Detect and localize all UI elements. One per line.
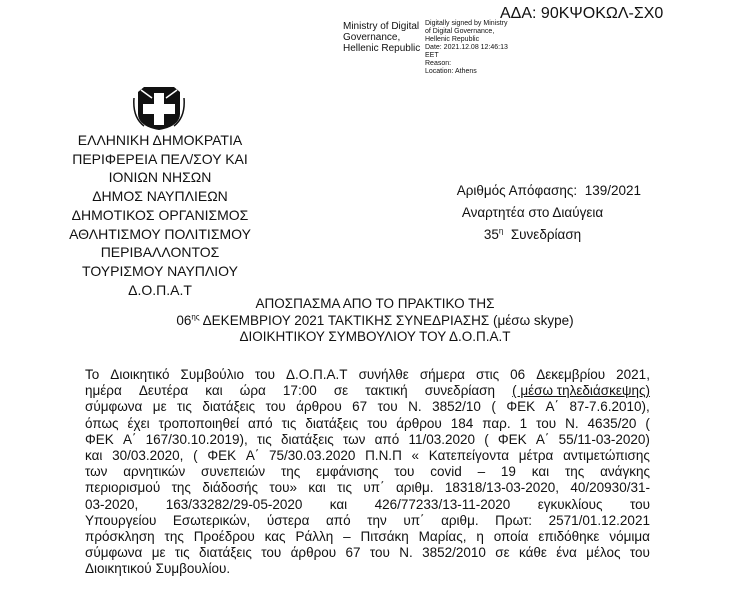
body-word: οποία [493,529,529,545]
signer-line: Ministry of Digital [343,21,420,32]
body-word: Πιτσάκη [360,529,409,545]
body-line [85,529,650,545]
body-word: του [261,545,282,561]
body-word: 167/30.10.2019), [145,431,248,447]
body-line [85,497,650,513]
body-word: 163/33282/29-05-2020 [165,496,303,512]
body-word: διάδοσής [202,480,259,496]
body-word: της [280,464,301,480]
ada-code: ΑΔΑ: 90ΚΨΟΚΩΛ-ΣΧ0 [500,5,664,22]
body-word: 18318/13-03-2020, [444,480,559,496]
body-word: τις [256,431,272,447]
issuer-line: ΕΛΛΗΝΙΚΗ ΔΗΜΟΚΡΑΤΙΑ [77,132,243,148]
body-word: άρθρου [296,399,342,415]
body-word: διατάξεις [305,415,359,431]
body-word: αριθμ. [395,480,434,496]
signature-details [425,20,515,76]
body-word: σε [495,545,510,561]
body-line [85,416,650,432]
body-word: ( μέσω τηλεδιάσκεψης) [512,383,650,399]
body-word: 55/11-03-2020) [558,431,650,447]
body-word: τις [281,415,297,431]
body-word: επιδόθηκε [538,529,600,545]
body-word: από [247,415,273,431]
body-word: του [265,399,286,415]
body-word: Ν. [565,415,579,431]
body-word: 06 [510,367,526,382]
body-word: Το [85,367,100,382]
body-word: συνήλθε [358,367,409,382]
session-number: 35 [483,227,499,242]
body-word: Π.Ν.Π [365,448,402,464]
heading-date-rest: ΔΕΚΕΜΒΡΙΟΥ 2021 ΤΑΚΤΙΚΗΣ ΣΥΝΕΔΡΙΑΣΗΣ (μέσω skype) [199,312,574,328]
body-word: σήμερα [419,367,465,382]
body-line [85,545,650,561]
body-word: 87-7.6.2010), [569,399,650,415]
body-word: μέλος [586,545,621,561]
heading-line: ΑΠΟΣΠΑΣΜΑ ΑΠΟ ΤΟ ΠΡΑΚΤΙΚΟ ΤΗΣ [255,296,495,311]
body-word: έχει [127,415,150,431]
body-word: ( [645,415,650,431]
body-word: Συμβούλιο [180,367,244,382]
body-word: του [629,545,650,561]
body-line [85,464,650,480]
body-line [85,399,650,415]
body-word: των [343,431,366,447]
body-word: Δεκεμβρίου [536,367,606,382]
body-word: του [394,464,415,480]
body-word: σύμφωνα [85,545,143,561]
issuer-line: ΠΕΡΙΦΕΡΕΙΑ ΠΕΛ/ΣΟΥ ΚΑΙ [72,150,248,167]
body-word: η [476,529,484,545]
body-word: τις [337,480,352,496]
body-word: Ν. [408,399,422,415]
body-line [85,448,650,464]
body-word: του [369,545,390,561]
body-word: ΦΕΚ [506,399,536,415]
body-word: της [171,480,191,496]
body-word: του [377,399,398,415]
session-line [420,224,645,246]
body-word: της [564,464,585,480]
decision-number-label: Αριθμός Απόφασης: [456,183,578,198]
body-word: νόμιμα [609,529,650,545]
body-word: 3852/10 [432,399,481,415]
heading-ordinal: ης [191,312,200,321]
body-word: Εσωτερικών, [172,512,251,528]
body-word: του [629,496,650,512]
body-word: 2021, [616,367,650,382]
body-word: Συμβουλίου. [155,561,231,577]
body-word: Διοικητικό [110,367,170,382]
minutes-body [85,367,650,578]
body-word: Δευτέρα [138,383,189,399]
body-word: πρόσκληση [85,529,155,545]
body-word: ανάγκης [600,464,650,480]
body-word: ένα [556,545,577,561]
body-line [85,513,650,529]
body-word: από [374,431,400,447]
body-word: και [85,448,103,464]
body-word: ΦΕΚ [497,431,527,447]
body-word: συνεπειών [201,464,266,480]
body-word: ( [491,399,496,415]
body-word: αριθμ. [441,512,479,528]
body-word: Μαρίας, [418,529,467,545]
body-word: με [151,545,166,561]
body-word: από [325,512,351,528]
signature-detail-line: EET [425,52,439,59]
body-word: υπ΄ [363,480,385,496]
body-word: Πρωτ: [495,512,533,528]
body-word: άρθρου [290,545,337,561]
body-word: ΦΕΚ [207,448,237,464]
body-word: άρθρου [396,415,442,431]
body-word: 1 [519,415,528,431]
body-word: αντιμετώπισης [563,448,650,464]
body-word: Κατεπείγοντα [428,448,510,464]
signature-detail-line: Hellenic Republic [425,36,480,43]
extract-heading [105,296,645,346]
body-word: ώρα [239,383,266,399]
body-word: 03-2020, [85,496,139,512]
body-word: 4635/20 [587,415,637,431]
signature-detail-line: Date: 2021.12.08 12:46:13 [425,44,508,51]
body-word: μέτρα [518,448,554,464]
session-label: Συνεδρίαση [510,227,582,242]
body-word: του» [269,480,297,496]
body-word: αρνητικών [123,464,186,480]
body-word: και [205,383,223,399]
body-line [85,561,650,577]
body-word: των [85,464,108,480]
body-word: ύστερα [266,512,310,528]
body-word: 3852/2010 [422,545,486,561]
body-word: – [477,464,486,480]
body-word: Α΄ [245,448,260,464]
body-word: τροποποιηθεί [158,415,239,431]
issuer-line: Δ.Ο.Π.Α.Τ [128,281,192,298]
coat-of-arms-emblem [132,84,186,132]
body-word: παρ. [482,415,511,431]
body-word: σε [333,383,349,399]
body-word: Ράλλη [295,529,334,545]
body-word: Διοικητικού [85,561,152,577]
body-word: ( [484,431,489,447]
body-line [85,432,650,448]
body-word: Υπουργείου [85,512,157,528]
body-word: κάθε [518,545,547,561]
body-word: της [164,529,184,545]
issuer-line: ΑΘΛΗΤΙΣΜΟΥ ΠΟΛΙΤΙΣΜΟΥ [69,225,251,242]
body-word: και [308,480,326,496]
body-line [85,480,650,496]
body-word: ημέρα [85,383,122,399]
issuer-line: ΠΕΡΙΒΑΛΛΟΝΤΟΣ [100,244,220,261]
body-word: Ν. [399,545,413,561]
body-word: 30/03.2020, [112,448,184,464]
body-word: ΦΕΚ [85,431,114,447]
digital-signer [343,21,425,54]
body-word: « [411,448,420,464]
body-word: όπως [85,415,119,431]
body-word: τακτική [365,383,408,399]
decision-number-value: 139/2021 [584,183,641,198]
body-word: Προέδρου [193,529,255,545]
body-line [85,383,650,399]
body-word: covid [430,464,462,480]
body-word: 17:00 [282,383,317,399]
signer-line: Hellenic Republic [343,43,421,54]
posting-note: Αναρτητέα στο Διαύγεια [461,205,604,220]
decision-number [420,180,645,202]
body-word: ( [193,448,198,464]
body-word: Δ.Ο.Π.Α.Τ [286,367,348,382]
body-word: εγκυκλίους [537,496,603,512]
body-word: υπ΄ [403,512,425,528]
body-word: κας [264,529,286,545]
body-word: Α΄ [545,399,560,415]
issuer-line: ΤΟΥΡΙΣΜΟΥ ΝΑΥΠΛΙΟΥ [82,262,238,279]
signature-detail-line: Location: Athens [425,68,477,75]
body-word: του [536,415,557,431]
body-line [85,367,650,383]
body-word: στις [475,367,500,382]
body-word: σύμφωνα [85,399,143,415]
body-word: 67 [345,545,361,561]
body-word: με [152,399,167,415]
decision-info [420,180,645,246]
body-word: περιορισμού [85,480,161,496]
body-word: την [367,512,387,528]
body-word: συνεδρίαση [424,383,496,399]
heading-line: ΔΙΟΙΚΗΤΙΚΟΥ ΣΥΜΒΟΥΛΙΟΥ ΤΟΥ Δ.Ο.Π.Α.Τ [239,329,511,344]
body-word: του [367,415,388,431]
body-word: τις [174,545,190,561]
body-word: 19 [500,464,516,480]
body-word: 67 [352,399,368,415]
body-word: 75/30.03.2020 [269,448,356,464]
heading-day: 06 [176,312,192,328]
issuer-line: ΔΗΜΟΣ ΝΑΥΠΛΙΕΩΝ [92,188,228,205]
body-word: διατάξεις [280,431,334,447]
body-word: εμφάνισης [316,464,379,480]
issuer-block [45,131,275,299]
signer-line: Governance, [343,32,401,43]
body-word: 11/03.2020 [408,431,476,447]
body-word: Α΄ [535,431,550,447]
signature-detail-line: of Digital Governance, [425,28,495,35]
session-ordinal: η [498,226,504,236]
issuer-line: ΙΟΝΙΩΝ ΝΗΣΩΝ [108,169,212,186]
signature-detail-line: Digitally signed by Ministry [425,20,508,27]
body-word: διατάξεις [202,399,256,415]
body-word: και [329,496,348,512]
heading-line [105,313,645,330]
body-word: Α΄ [122,431,137,447]
body-word: τις [177,399,192,415]
body-word: του [254,367,276,382]
body-word: – [343,529,351,545]
body-word: διατάξεις [199,545,252,561]
issuer-line: ΔΗΜΟΤΙΚΟΣ ΟΡΓΑΝΙΣΜΟΣ [71,206,249,223]
body-word: και [531,464,550,480]
body-word: 2571/01.12.2021 [548,512,650,528]
body-word: 40/20930/31- [570,480,650,496]
body-word: 426/77233/13-11-2020 [374,496,511,512]
body-word: 184 [450,415,474,431]
signature-detail-line: Reason: [425,60,452,67]
